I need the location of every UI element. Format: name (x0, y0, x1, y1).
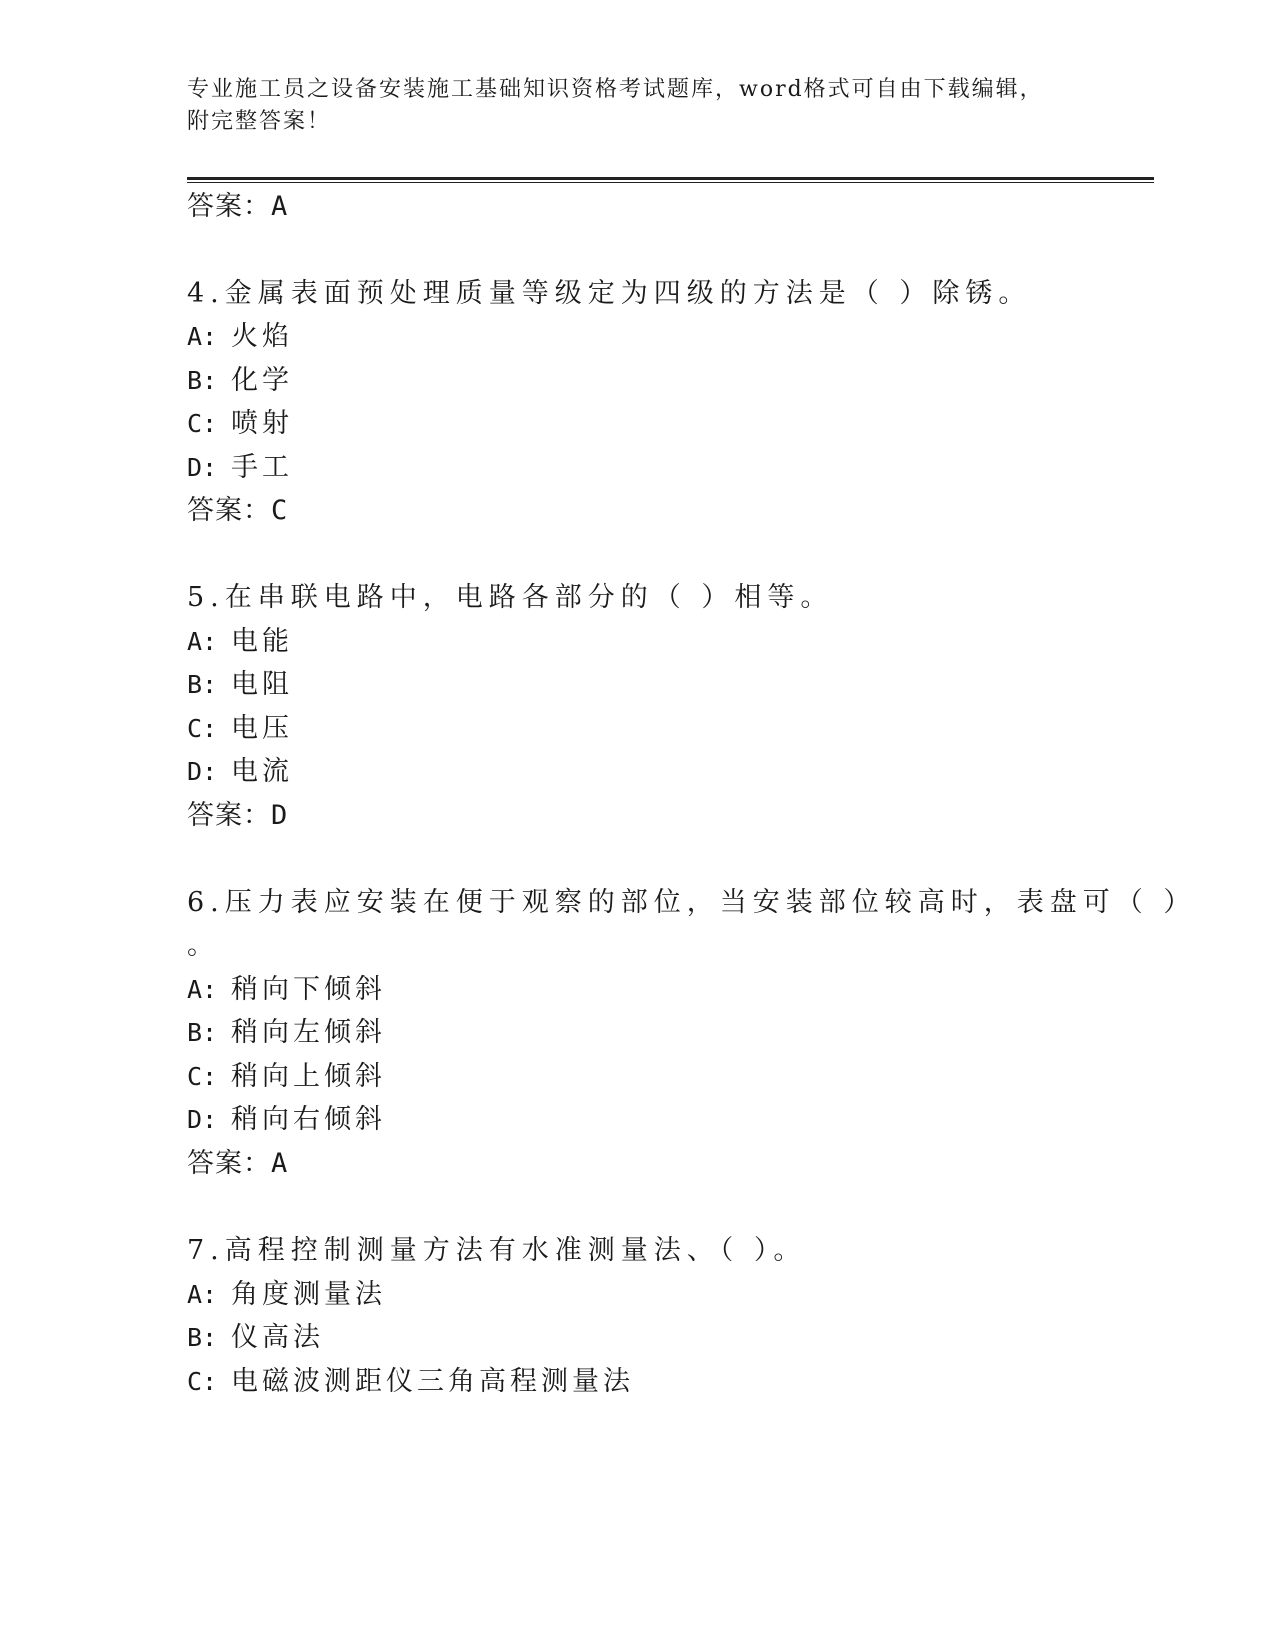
option-letter: C: (187, 1367, 218, 1396)
question-6: 6.压力表应安装在便于观察的部位，当安装部位较高时，表盘可（ ） (187, 887, 1197, 918)
option-letter: B: (187, 1323, 218, 1352)
question-5: 5.在串联电路中，电路各部分的（ ）相等。 (187, 582, 834, 613)
option-letter: A: (187, 322, 218, 351)
question-5-option-c (187, 711, 293, 747)
question-6-answer: 答案：A (187, 1148, 289, 1179)
option-letter: D: (187, 453, 218, 482)
question-7-option-b (187, 1320, 324, 1356)
option-text: 电磁波测距仪三角高程测量法 (231, 1366, 634, 1397)
option-letter: C: (187, 1062, 218, 1091)
answer-previous: 答案：A (187, 191, 289, 222)
question-6-option-a (187, 972, 386, 1008)
option-letter: C: (187, 714, 218, 743)
question-6-option-c (187, 1059, 386, 1095)
option-letter: D: (187, 757, 218, 786)
question-6-continuation: 。 (187, 930, 214, 961)
header-line-2: 附完整答案！ (187, 109, 332, 134)
option-text: 电能 (231, 626, 293, 657)
header-line-1: 专业施工员之设备安装施工基础知识资格考试题库，word格式可自由下载编辑， (187, 77, 1044, 102)
option-text: 稍向上倾斜 (231, 1061, 386, 1092)
question-4-option-b (187, 363, 293, 399)
option-text: 手工 (231, 452, 293, 483)
question-5-option-a (187, 624, 293, 660)
question-7: 7.高程控制测量方法有水准测量法、（ ）。 (187, 1235, 807, 1266)
question-4-answer: 答案：C (187, 495, 289, 526)
document-header (187, 74, 1087, 138)
question-5-option-d (187, 754, 293, 790)
question-6-option-b (187, 1015, 386, 1051)
option-text: 仪高法 (231, 1322, 324, 1353)
option-text: 角度测量法 (231, 1279, 386, 1310)
option-text: 化学 (231, 365, 293, 396)
question-4: 4.金属表面预处理质量等级定为四级的方法是（ ）除锈。 (187, 278, 1032, 309)
question-7-option-c (187, 1364, 634, 1400)
option-letter: A: (187, 627, 218, 656)
question-4-option-c (187, 406, 293, 442)
option-letter: D: (187, 1105, 218, 1134)
question-4-option-a (187, 319, 293, 355)
question-5-answer: 答案：D (187, 800, 289, 831)
option-letter: B: (187, 670, 218, 699)
question-7-option-a (187, 1277, 386, 1313)
question-5-option-b (187, 667, 293, 703)
option-text: 稍向下倾斜 (231, 974, 386, 1005)
option-letter: A: (187, 975, 218, 1004)
option-text: 喷射 (231, 408, 293, 439)
option-letter: B: (187, 366, 218, 395)
option-text: 稍向左倾斜 (231, 1017, 386, 1048)
option-text: 电流 (231, 756, 293, 787)
question-6-option-d (187, 1102, 386, 1138)
option-letter: B: (187, 1018, 218, 1047)
header-divider-thin (187, 182, 1154, 183)
option-letter: C: (187, 409, 218, 438)
option-text: 电压 (231, 713, 293, 744)
option-letter: A: (187, 1280, 218, 1309)
question-4-option-d (187, 450, 293, 486)
header-divider-thick (187, 177, 1154, 180)
option-text: 电阻 (231, 669, 293, 700)
option-text: 火焰 (231, 321, 293, 352)
option-text: 稍向右倾斜 (231, 1104, 386, 1135)
